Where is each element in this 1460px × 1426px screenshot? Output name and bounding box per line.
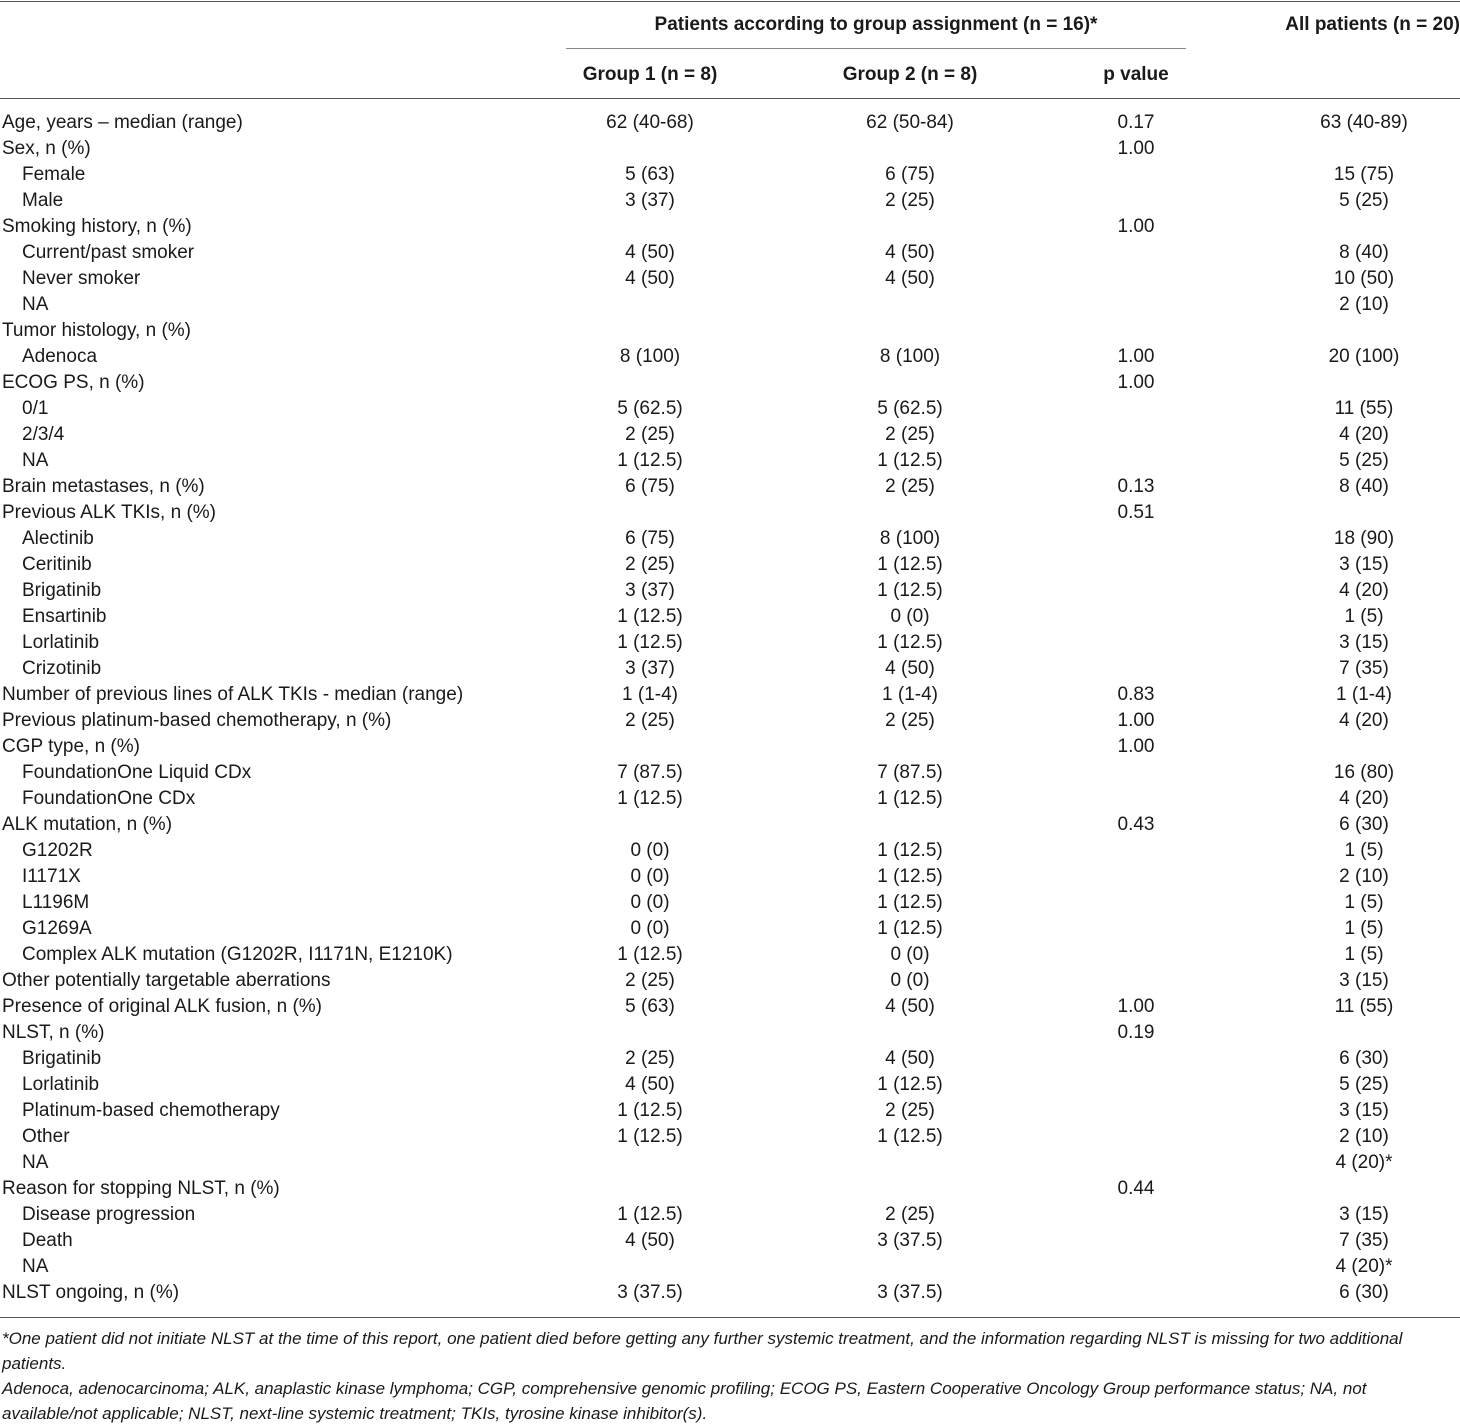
- table-row: [0, 448, 1460, 474]
- group1-cell: 6 (75): [625, 528, 675, 549]
- group2-cell: 2 (25): [885, 1204, 935, 1225]
- table-row: [0, 890, 1460, 916]
- group1-cell: 0 (0): [630, 918, 670, 939]
- all-patients-cell: 2 (10): [1339, 294, 1389, 315]
- all-patients-cell: 5 (25): [1339, 450, 1389, 471]
- group1-cell: 3 (37): [625, 580, 675, 601]
- all-patients-cell: 11 (55): [1334, 996, 1394, 1017]
- group1-cell: 7 (87.5): [617, 762, 683, 783]
- table-row: [0, 1176, 1460, 1202]
- group2-cell: 4 (50): [885, 268, 935, 289]
- row-label: Number of previous lines of ALK TKIs - median (range): [2, 684, 464, 705]
- group2-cell: 7 (87.5): [877, 762, 943, 783]
- table-row: [0, 370, 1460, 396]
- group1-cell: 1 (12.5): [617, 450, 683, 471]
- row-label: Lorlatinib: [22, 1074, 100, 1095]
- row-label: Ceritinib: [22, 554, 92, 575]
- group1-cell: 4 (50): [625, 268, 675, 289]
- row-label: NA: [22, 1256, 49, 1277]
- all-patients-cell: 1 (1-4): [1336, 684, 1392, 705]
- all-patients-cell: 2 (10): [1339, 1126, 1389, 1147]
- table-row: [0, 578, 1460, 604]
- group1-cell: 1 (12.5): [617, 944, 683, 965]
- group2-cell: 8 (100): [879, 346, 941, 367]
- table-row: [0, 110, 1460, 136]
- row-label: Sex, n (%): [2, 138, 91, 159]
- group2-cell: 2 (25): [885, 710, 935, 731]
- all-patients-cell: 7 (35): [1339, 1230, 1389, 1251]
- group2-cell: 4 (50): [885, 996, 935, 1017]
- pvalue-cell: 0.43: [1117, 814, 1155, 835]
- table-row: [0, 656, 1460, 682]
- group2-cell: 62 (50-84): [866, 112, 954, 133]
- pvalue-cell: 0.19: [1117, 1022, 1155, 1043]
- table-row: [0, 942, 1460, 968]
- group1-cell: 4 (50): [625, 1074, 675, 1095]
- group2-cell: 8 (100): [879, 528, 941, 549]
- group1-cell: 1 (12.5): [617, 1126, 683, 1147]
- group2-cell: 1 (12.5): [877, 1126, 943, 1147]
- header-bottom-rule: [0, 98, 1460, 99]
- pvalue-cell: 1.00: [1117, 216, 1155, 237]
- all-patients-cell: 6 (30): [1339, 1048, 1389, 1069]
- pvalue-cell: 0.17: [1117, 112, 1155, 133]
- table-row: [0, 682, 1460, 708]
- group1-cell: 5 (62.5): [617, 398, 683, 419]
- all-patients-cell: 18 (90): [1333, 528, 1395, 549]
- all-patients-cell: 4 (20): [1339, 710, 1389, 731]
- table-row: [0, 1124, 1460, 1150]
- row-label: Other potentially targetable aberrations: [2, 970, 331, 991]
- pvalue-cell: 0.44: [1117, 1178, 1155, 1199]
- group2-cell: 1 (12.5): [877, 1074, 943, 1095]
- group2-cell: 2 (25): [885, 1100, 935, 1121]
- group2-cell: 1 (1-4): [882, 684, 938, 705]
- table-row: [0, 188, 1460, 214]
- all-patients-cell: 8 (40): [1339, 476, 1389, 497]
- table-row: [0, 916, 1460, 942]
- all-patients-cell: 3 (15): [1339, 1204, 1389, 1225]
- table-row: [0, 838, 1460, 864]
- all-patients-cell: 4 (20): [1339, 580, 1389, 601]
- all-patients-cell: 8 (40): [1339, 242, 1389, 263]
- group2-cell: 0 (0): [890, 944, 930, 965]
- group1-cell: 5 (63): [625, 996, 675, 1017]
- table-row: [0, 500, 1460, 526]
- group2-cell: 1 (12.5): [877, 866, 943, 887]
- all-patients-cell: 1 (5): [1344, 840, 1384, 861]
- table-row: [0, 734, 1460, 760]
- table-row: [0, 968, 1460, 994]
- group2-cell: 1 (12.5): [877, 580, 943, 601]
- table-row: [0, 994, 1460, 1020]
- all-patients-cell: 16 (80): [1333, 762, 1395, 783]
- pvalue-cell: 0.51: [1117, 502, 1155, 523]
- group1-cell: 1 (12.5): [617, 606, 683, 627]
- row-label: NA: [22, 1152, 49, 1173]
- row-label: Current/past smoker: [22, 242, 195, 263]
- row-label: Other: [22, 1126, 70, 1147]
- row-label: Ensartinib: [22, 606, 107, 627]
- pvalue-cell: 0.13: [1117, 476, 1155, 497]
- all-patients-cell: 4 (20): [1339, 424, 1389, 445]
- table-row: [0, 240, 1460, 266]
- row-label: CGP type, n (%): [2, 736, 140, 757]
- group-span-underline: [566, 48, 1186, 49]
- row-label: Reason for stopping NLST, n (%): [2, 1178, 280, 1199]
- row-label: NA: [22, 450, 49, 471]
- group2-cell: 4 (50): [885, 1048, 935, 1069]
- row-label: Platinum-based chemotherapy: [22, 1100, 280, 1121]
- pvalue-cell: 1.00: [1117, 710, 1155, 731]
- table-row: [0, 292, 1460, 318]
- row-label: Lorlatinib: [22, 632, 100, 653]
- group1-cell: 3 (37.5): [617, 1282, 683, 1303]
- row-label: Male: [22, 190, 64, 211]
- all-patients-cell: 11 (55): [1334, 398, 1394, 419]
- row-label: Age, years – median (range): [2, 112, 243, 133]
- row-label: 2/3/4: [22, 424, 65, 445]
- group2-cell: 4 (50): [885, 242, 935, 263]
- row-label: G1202R: [22, 840, 93, 861]
- pvalue-cell: 1.00: [1117, 996, 1155, 1017]
- table-top-rule: [0, 1, 1460, 2]
- group2-cell: 1 (12.5): [877, 450, 943, 471]
- group2-cell: 1 (12.5): [877, 788, 943, 809]
- row-label: Disease progression: [22, 1204, 196, 1225]
- table-row: [0, 552, 1460, 578]
- table-row: [0, 526, 1460, 552]
- group2-cell: 1 (12.5): [877, 632, 943, 653]
- all-patients-cell: 5 (25): [1339, 190, 1389, 211]
- table-row: [0, 396, 1460, 422]
- row-label: Smoking history, n (%): [2, 216, 192, 237]
- group1-cell: 2 (25): [625, 970, 675, 991]
- group2-cell: 1 (12.5): [877, 892, 943, 913]
- group2-cell: 3 (37.5): [877, 1282, 943, 1303]
- table-row: [0, 266, 1460, 292]
- pvalue-cell: 1.00: [1117, 372, 1155, 393]
- group1-cell: 1 (12.5): [617, 1100, 683, 1121]
- table-row: [0, 812, 1460, 838]
- group1-cell: 1 (1-4): [622, 684, 678, 705]
- group2-cell: 0 (0): [890, 970, 930, 991]
- all-patients-cell: 3 (15): [1339, 1100, 1389, 1121]
- row-label: Previous platinum-based chemotherapy, n (%): [2, 710, 392, 731]
- row-label: NA: [22, 294, 49, 315]
- all-patients-cell: 4 (20)*: [1335, 1256, 1393, 1277]
- row-label: 0/1: [22, 398, 49, 419]
- group2-cell: 1 (12.5): [877, 554, 943, 575]
- group1-cell: 2 (25): [625, 1048, 675, 1069]
- group1-cell: 5 (63): [625, 164, 675, 185]
- group1-cell: 8 (100): [619, 346, 681, 367]
- group2-cell: 1 (12.5): [877, 840, 943, 861]
- table-row: [0, 474, 1460, 500]
- group-span-header: Patients according to group assignment (n = 16)*: [654, 14, 1098, 35]
- table-row: [0, 760, 1460, 786]
- table-row: [0, 214, 1460, 240]
- row-label: NLST ongoing, n (%): [2, 1282, 180, 1303]
- group1-cell: 2 (25): [625, 710, 675, 731]
- group1-cell: 0 (0): [630, 892, 670, 913]
- all-patients-cell: 1 (5): [1344, 892, 1384, 913]
- group2-cell: 1 (12.5): [877, 918, 943, 939]
- row-label: Never smoker: [22, 268, 141, 289]
- row-label: NLST, n (%): [2, 1022, 105, 1043]
- group2-cell: 3 (37.5): [877, 1230, 943, 1251]
- all-patients-cell: 2 (10): [1339, 866, 1389, 887]
- footnote-abbreviations: Adenoca, adenocarcinoma; ALK, anaplastic kinase lymphoma; CGP, comprehensive genomic profiling; ECOG PS, Eastern Cooperative Oncology Group performance status; NA, not available/not applicable; NLST, next-line systemic treatment; TKIs, tyrosine kinase inhibitor(s).: [2, 1379, 1367, 1423]
- row-label: L1196M: [22, 892, 90, 913]
- group2-header: Group 2 (n = 8): [842, 64, 978, 85]
- group2-cell: 2 (25): [885, 424, 935, 445]
- pvalue-cell: 1.00: [1117, 138, 1155, 159]
- group2-cell: 6 (75): [885, 164, 935, 185]
- table-row: [0, 1254, 1460, 1280]
- group1-cell: 4 (50): [625, 242, 675, 263]
- table-row: [0, 318, 1460, 344]
- row-label: ALK mutation, n (%): [2, 814, 173, 835]
- pvalue-cell: 1.00: [1117, 346, 1155, 367]
- all-patients-cell: 4 (20)*: [1335, 1152, 1393, 1173]
- row-label: Brain metastases, n (%): [2, 476, 205, 497]
- group1-cell: 3 (37): [625, 190, 675, 211]
- table-row: [0, 1098, 1460, 1124]
- table-bottom-rule: [0, 1317, 1460, 1318]
- group1-cell: 1 (12.5): [617, 788, 683, 809]
- group2-cell: 5 (62.5): [877, 398, 943, 419]
- table-row: [0, 344, 1460, 370]
- group1-cell: 1 (12.5): [617, 632, 683, 653]
- all-patients-cell: 3 (15): [1339, 632, 1389, 653]
- all-patients-cell: 20 (100): [1328, 346, 1400, 367]
- group1-header: Group 1 (n = 8): [582, 64, 718, 85]
- group2-cell: 2 (25): [885, 190, 935, 211]
- row-label: Adenoca: [22, 346, 98, 367]
- group1-cell: 0 (0): [630, 840, 670, 861]
- table-row: [0, 136, 1460, 162]
- table-row: [0, 1020, 1460, 1046]
- group1-cell: 0 (0): [630, 866, 670, 887]
- all-patients-header: All patients (n = 20): [1285, 14, 1460, 35]
- group1-cell: 2 (25): [625, 424, 675, 445]
- row-label: ECOG PS, n (%): [2, 372, 145, 393]
- group1-cell: 3 (37): [625, 658, 675, 679]
- all-patients-cell: 1 (5): [1344, 918, 1384, 939]
- row-label: Tumor histology, n (%): [2, 320, 191, 341]
- all-patients-cell: 7 (35): [1339, 658, 1389, 679]
- table-row: [0, 1150, 1460, 1176]
- group1-cell: 62 (40-68): [606, 112, 694, 133]
- all-patients-cell: 10 (50): [1333, 268, 1395, 289]
- pvalue-cell: 0.83: [1117, 684, 1155, 705]
- row-label: Alectinib: [22, 528, 94, 549]
- row-label: Brigatinib: [22, 580, 102, 601]
- all-patients-cell: 3 (15): [1339, 970, 1389, 991]
- table-row: [0, 1046, 1460, 1072]
- row-label: Presence of original ALK fusion, n (%): [2, 996, 323, 1017]
- table-row: [0, 708, 1460, 734]
- row-label: Death: [22, 1230, 73, 1251]
- all-patients-cell: 1 (5): [1344, 606, 1384, 627]
- table-row: [0, 422, 1460, 448]
- all-patients-cell: 15 (75): [1333, 164, 1395, 185]
- row-label: Complex ALK mutation (G1202R, I1171N, E1210K): [22, 944, 453, 965]
- table-row: [0, 786, 1460, 812]
- row-label: I1171X: [22, 866, 81, 887]
- pvalue-cell: 1.00: [1117, 736, 1155, 757]
- table-row: [0, 864, 1460, 890]
- table-row: [0, 604, 1460, 630]
- footnote-asterisk: *One patient did not initiate NLST at the time of this report, one patient died before getting any further systemic treatment, and the information regarding NLST is missing for two additional patients.: [2, 1329, 1403, 1373]
- group1-cell: 4 (50): [625, 1230, 675, 1251]
- row-label: Female: [22, 164, 86, 185]
- all-patients-cell: 63 (40-89): [1320, 112, 1408, 133]
- table-row: [0, 1228, 1460, 1254]
- group1-cell: 2 (25): [625, 554, 675, 575]
- all-patients-cell: 4 (20): [1339, 788, 1389, 809]
- row-label: Crizotinib: [22, 658, 102, 679]
- table-row: [0, 1202, 1460, 1228]
- all-patients-cell: 1 (5): [1344, 944, 1384, 965]
- table-row: [0, 162, 1460, 188]
- all-patients-cell: 3 (15): [1339, 554, 1389, 575]
- group1-cell: 6 (75): [625, 476, 675, 497]
- group2-cell: 2 (25): [885, 476, 935, 497]
- table-row: [0, 630, 1460, 656]
- row-label: Previous ALK TKIs, n (%): [2, 502, 217, 523]
- pvalue-header: p value: [1103, 64, 1169, 85]
- group1-cell: 1 (12.5): [617, 1204, 683, 1225]
- group2-cell: 0 (0): [890, 606, 930, 627]
- group2-cell: 4 (50): [885, 658, 935, 679]
- all-patients-cell: 6 (30): [1339, 1282, 1389, 1303]
- all-patients-cell: 5 (25): [1339, 1074, 1389, 1095]
- row-label: G1269A: [22, 918, 92, 939]
- table-row: [0, 1280, 1460, 1306]
- table-body: [0, 110, 1460, 1306]
- all-patients-cell: 6 (30): [1339, 814, 1389, 835]
- table-row: [0, 1072, 1460, 1098]
- row-label: FoundationOne CDx: [22, 788, 196, 809]
- row-label: Brigatinib: [22, 1048, 102, 1069]
- row-label: FoundationOne Liquid CDx: [22, 762, 252, 783]
